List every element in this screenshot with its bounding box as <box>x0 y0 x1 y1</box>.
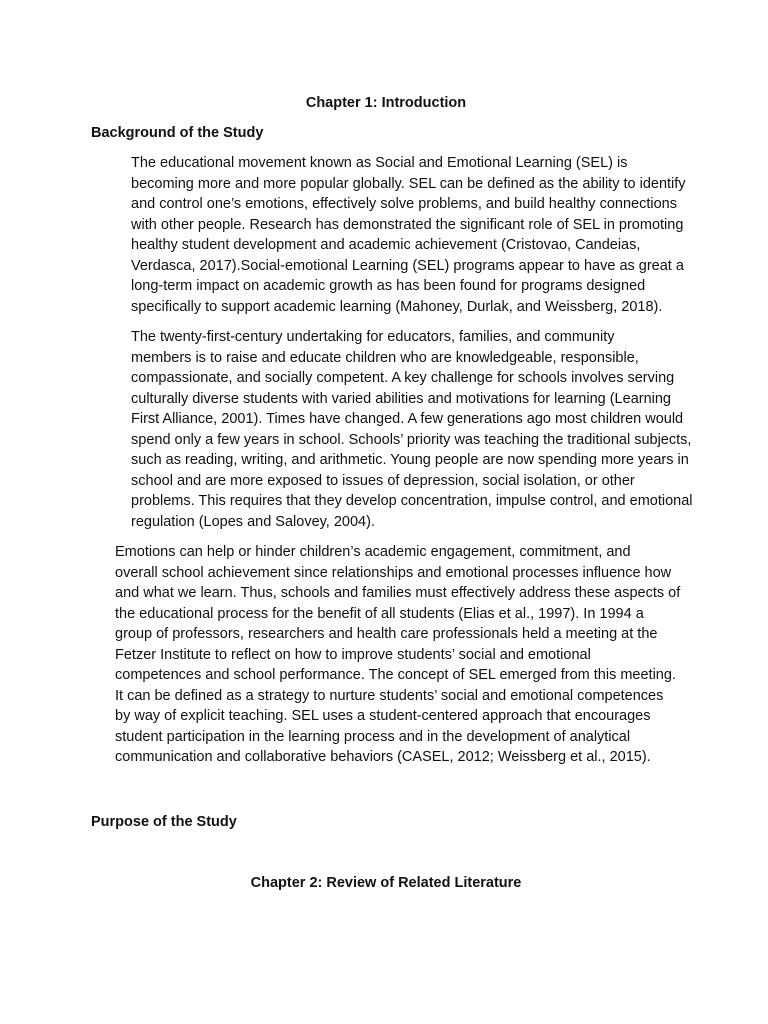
paragraph-3-line: overall school achievement since relationships and emotional processes influence how <box>115 564 672 581</box>
paragraph-1-line: long-term impact on academic growth as has been found for programs designed <box>131 278 646 294</box>
paragraph-3-line: student participation in the learning process and in the development of analytical <box>115 728 631 745</box>
background-heading: Background of the Study <box>91 125 264 141</box>
paragraph-2-line: school and are more exposed to issues of depression, social isolation, or other <box>131 472 635 489</box>
paragraph-2-line: The twenty-first-century undertaking for educators, families, and community <box>131 329 615 345</box>
paragraph-3-line: by way of explicit teaching. SEL uses a student-centered approach that encourages <box>115 708 651 724</box>
chapter-1-title: Chapter 1: Introduction <box>305 95 467 111</box>
paragraph-3 <box>91 542 681 768</box>
paragraph-3-line: It can be defined as a strategy to nurture students’ social and emotional competences <box>115 687 664 704</box>
paragraph-3-line: Fetzer Institute to reflect on how to improve students’ social and emotional <box>115 646 591 663</box>
paragraph-1-line: healthy student development and academic achievement (Cristovao, Candeias, <box>131 237 641 253</box>
paragraph-2-line: spend only a few years in school. Schools’ priority was teaching the traditional subjects, <box>131 431 692 448</box>
paragraph-3-line: communication and collaborative behaviors (CASEL, 2012; Weissberg et al., 2015). <box>115 749 651 765</box>
paragraph-2-line: First Alliance, 2001). Times have changed. A few generations ago most children would <box>131 411 684 427</box>
paragraph-3-line: the educational process for the benefit of all students (Elias et al., 1997). In 1994 a <box>115 605 644 622</box>
paragraph-2-line: members is to raise and educate children who are knowledgeable, responsible, <box>131 349 639 366</box>
paragraph-1-line: specifically to support academic learning (Mahoney, Durlak, and Weissberg, 2018). <box>131 298 663 315</box>
paragraph-1-line: Verdasca, 2017).Social-emotional Learning (SEL) programs appear to have as great a <box>131 257 684 274</box>
paragraph-2-line: culturally diverse students with varied abilities and motivations for learning (Learning <box>131 390 671 407</box>
paragraph-1 <box>91 153 686 317</box>
paragraph-2-line: problems. This requires that they develop concentration, impulse control, and emotional <box>131 493 693 509</box>
chapter-2-title: Chapter 2: Review of Related Literature <box>250 874 522 891</box>
document-body <box>91 93 693 893</box>
paragraph-2-line: compassionate, and socially competent. A key challenge for schools involves serving <box>131 370 675 386</box>
paragraph-3-line: Emotions can help or hinder children’s academic engagement, commitment, and <box>115 544 631 560</box>
paragraph-2-line: such as reading, writing, and arithmetic. Young people are now spending more years in <box>131 452 689 468</box>
paragraph-1-line: with other people. Research has demonstrated the significant role of SEL in promoting <box>131 216 684 233</box>
paragraph-2-line: regulation (Lopes and Salovey, 2004). <box>131 513 375 530</box>
paragraph-1-line: and control one’s emotions, effectively solve problems, and build healthy connections <box>131 196 677 212</box>
paragraph-1-line: The educational movement known as Social and Emotional Learning (SEL) is <box>131 155 628 171</box>
purpose-heading: Purpose of the Study <box>91 813 237 830</box>
paragraph-3-line: group of professors, researchers and health care professionals held a meeting at the <box>115 626 658 642</box>
paragraph-2 <box>91 327 693 532</box>
paragraph-3-line: and what we learn. Thus, schools and families must effectively address these aspects of <box>115 585 681 601</box>
paragraph-1-line: becoming more and more popular globally. SEL can be defined as the ability to identify <box>131 175 686 192</box>
paragraph-3-line: competences and school performance. The concept of SEL emerged from this meeting. <box>115 667 676 683</box>
